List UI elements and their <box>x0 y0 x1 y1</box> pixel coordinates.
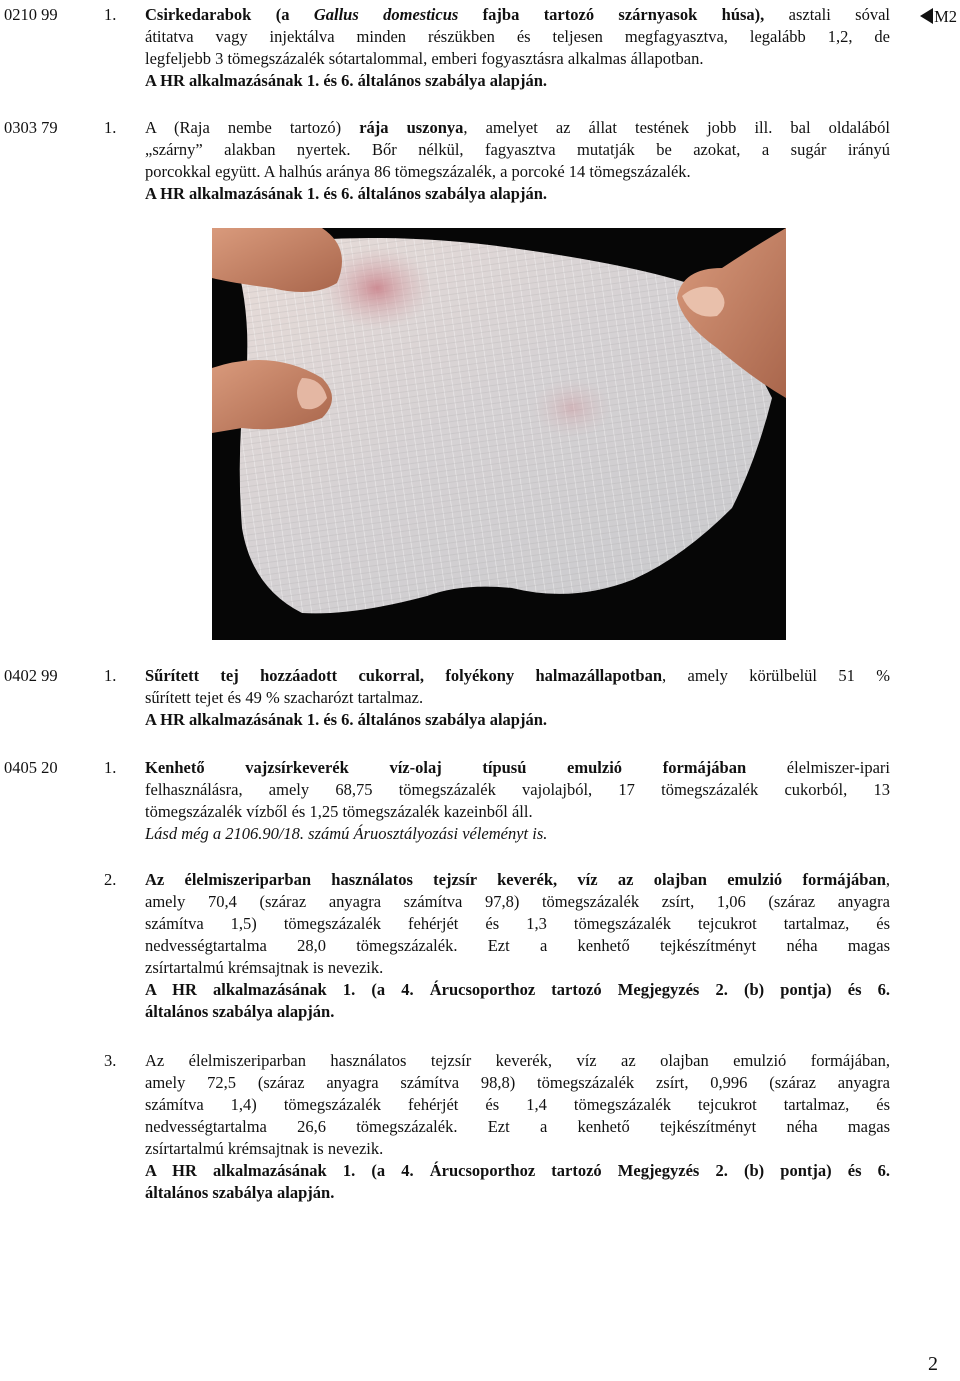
left-triangle-icon <box>920 8 933 24</box>
amendment-label: M2 <box>934 7 957 26</box>
item-number: 1. <box>104 118 117 137</box>
text-line: A HR alkalmazásának 1. (a 4. Árucsoporthoz tartozó Megjegyzés 2. (b) pontja) és 6. <box>145 980 890 999</box>
text-line: felhasználásra, amely 68,75 tömegszázalék vajolajból, 17 tömegszázalék cukorból, 13 <box>145 780 890 799</box>
item-text <box>145 117 890 205</box>
skate-wing-photo <box>212 228 786 640</box>
text-line: zsírtartalmú krémsajtnak is nevezik. <box>145 958 384 977</box>
item-text <box>145 757 890 845</box>
text-line: „szárny” alakban nyertek. Bőr nélkül, fagyasztva mutatják be azokat, a sugár irányú <box>145 140 890 159</box>
item-number: 3. <box>104 1051 117 1070</box>
text-line: A (Raja nembe tartozó) rája uszonya, amelyet az állat testének jobb ill. bal oldalából <box>145 118 890 137</box>
item-text <box>145 4 890 92</box>
skate-wing-illustration <box>212 228 786 640</box>
text-line: amely 70,4 (száraz anyagra számítva 97,8) tömegszázalék zsírt, 1,06 (száraz anyagra <box>145 892 890 911</box>
text-line: általános szabálya alapján. <box>145 1002 335 1021</box>
text-line: Sűrített tej hozzáadott cukorral, folyékony halmazállapotban, amely körülbelül 51 % <box>145 666 890 685</box>
item-text <box>145 1050 890 1204</box>
item-text <box>145 665 890 731</box>
amendment-marker <box>920 6 957 28</box>
entry-code: 0210 99 <box>4 5 58 24</box>
item-number: 1. <box>104 666 117 685</box>
item-number: 1. <box>104 758 117 777</box>
text-line: általános szabálya alapján. <box>145 1183 335 1202</box>
entry-code: 0402 99 <box>4 666 58 685</box>
text-line: számítva 1,5) tömegszázalék fehérjét és 1,3 tömegszázalék tejcukrot tartalmaz, és <box>145 914 890 933</box>
text-line: nedvességtartalma 26,6 tömegszázalék. Ezt a kenhető tejkészítményt néha magas <box>145 1117 890 1136</box>
text-line: számítva 1,4) tömegszázalék fehérjét és 1,4 tömegszázalék tejcukrot tartalmaz, és <box>145 1095 890 1114</box>
text-line: Az élelmiszeriparban használatos tejzsír keverék, víz az olajban emulzió formájában, <box>145 870 890 889</box>
text-line: Az élelmiszeriparban használatos tejzsír keverék, víz az olajban emulzió formájában, <box>145 1051 890 1070</box>
text-line: legfeljebb 3 tömegszázalék sótartalommal, emberi fogyasztásra alkalmas állapotban. <box>145 49 704 68</box>
text-line: nedvességtartalma 28,0 tömegszázalék. Ezt a kenhető tejkészítményt néha magas <box>145 936 890 955</box>
item-number: 1. <box>104 5 117 24</box>
text-line: porcokkal együtt. A halhús aránya 86 tömegszázalék, a porcoké 14 tömegszázalék. <box>145 162 691 181</box>
entry-code: 0405 20 <box>4 758 58 777</box>
text-line: amely 72,5 (száraz anyagra számítva 98,8) tömegszázalék zsírt, 0,996 (száraz anyagra <box>145 1073 890 1092</box>
text-line: átitatva vagy injektálva minden részükben és teljesen megfagyasztva, legalább 1,2, de <box>145 27 890 46</box>
text-line: zsírtartalmú krémsajtnak is nevezik. <box>145 1139 384 1158</box>
text-line: A HR alkalmazásának 1. (a 4. Árucsoporthoz tartozó Megjegyzés 2. (b) pontja) és 6. <box>145 1161 890 1180</box>
page-number: 2 <box>928 1353 938 1375</box>
text-line: A HR alkalmazásának 1. és 6. általános szabálya alapján. <box>145 710 548 729</box>
text-line: tömegszázalék vízből és 1,25 tömegszázalék kazeinből áll. <box>145 802 533 821</box>
text-line: sűrített tejet és 49 % szacharózt tartalmaz. <box>145 688 424 707</box>
text-line: Csirkedarabok (a Gallus domesticus fajba tartozó szárnyasok húsa), asztali sóval <box>145 5 890 24</box>
item-number: 2. <box>104 870 117 889</box>
text-line: A HR alkalmazásának 1. és 6. általános szabálya alapján. <box>145 71 548 90</box>
item-text <box>145 869 890 1023</box>
text-line: Lásd még a 2106.90/18. számú Áruosztályozási véleményt is. <box>145 824 548 843</box>
text-line: Kenhető vajzsírkeverék víz-olaj típusú emulzió formájában élelmiszer-ipari <box>145 758 891 777</box>
entry-code: 0303 79 <box>4 118 58 137</box>
text-line: A HR alkalmazásának 1. és 6. általános szabálya alapján. <box>145 184 548 203</box>
